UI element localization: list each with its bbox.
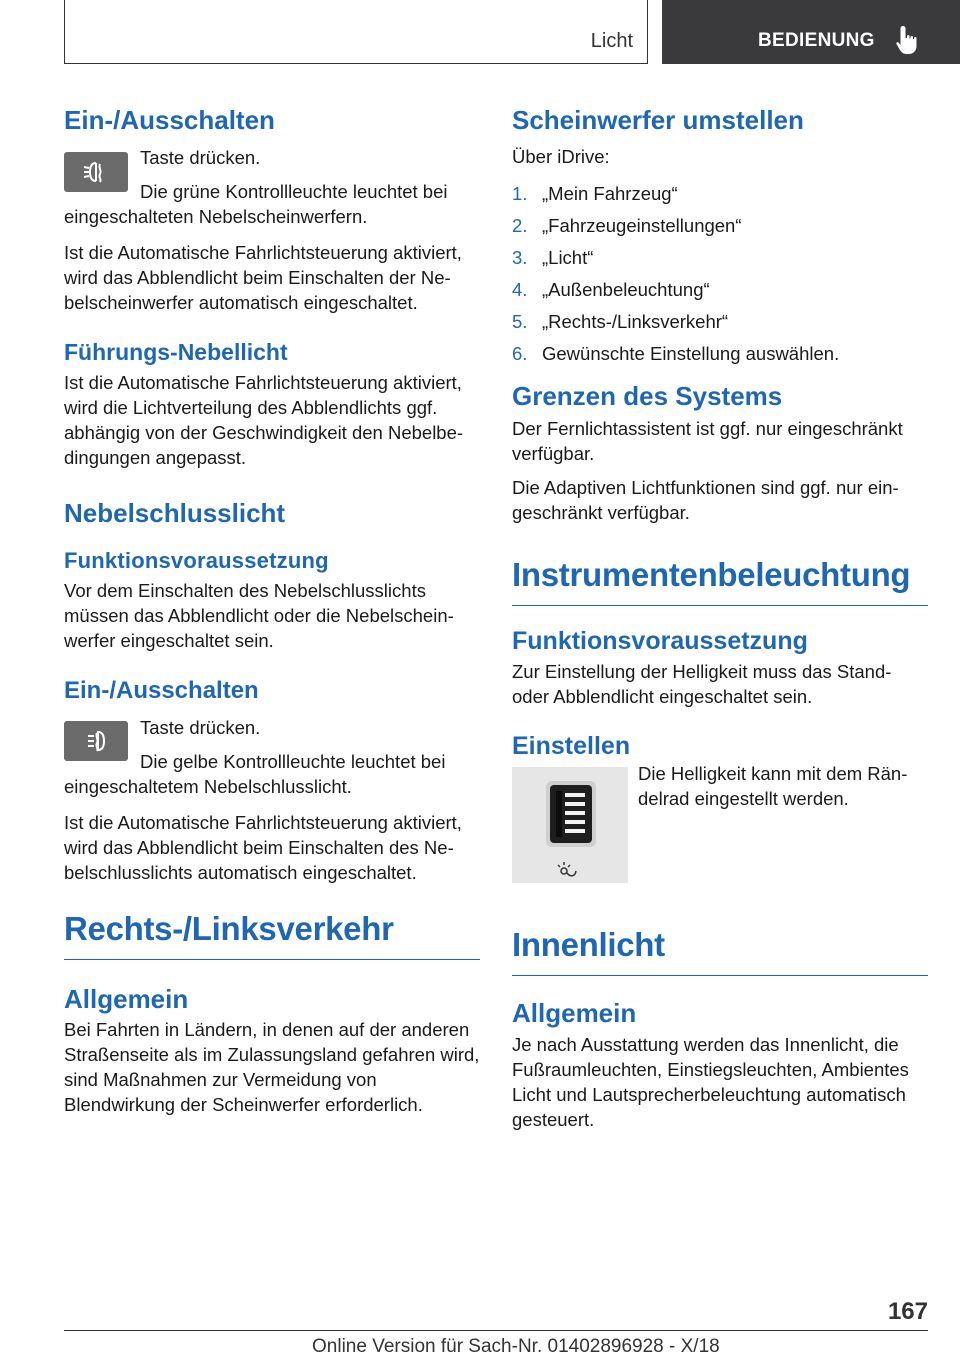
front-fog-light-icon: [82, 160, 110, 184]
header-chapter-box: [662, 0, 960, 64]
section-heading-fog-switch: Ein-/Ausschalten: [64, 105, 275, 135]
traffic-side-text: Bei Fahrten in Ländern, in denen auf der anderen Straßenseite als im Zulassungsland gefahren wird, sind Maßnahmen zur Vermeidung von Blendwirkung der Scheinwerfer erforderlich.: [64, 1019, 480, 1115]
dimmer-wheel-icon: [512, 767, 628, 883]
limits-text-1: Der Fernlichtassistent ist ggf. nur eingeschränkt verfügbar.: [512, 418, 903, 464]
dimmer-wheel-photo: [512, 767, 628, 883]
right-column: [512, 100, 928, 1132]
front-fog-button-image: [64, 152, 128, 192]
front-fog-indicator-text: Die grüne Kontrollleuchte leuchtet bei eingeschalteten Nebelscheinwerfern.: [64, 181, 448, 227]
pointing-hand-icon: [894, 24, 922, 56]
subheading-requirement: Funktionsvoraussetzung: [64, 548, 329, 573]
list-item: 3. „Licht“: [512, 247, 594, 268]
rear-fog-light-icon: [82, 729, 110, 753]
rear-fog-auto-text: Ist die Automatische Fahrlichtsteuerung aktiviert, wird das Abblendlicht beim Einschalten des Ne‐belschlusslichts automatisch eingeschaltet.: [64, 812, 462, 883]
list-item: 1. „Mein Fahrzeug“: [512, 183, 678, 204]
rear-fog-indicator-text: Die gelbe Kontrollleuchte leuchtet bei eingeschaltetem Nebelschlusslicht.: [64, 751, 446, 797]
front-fog-block: [64, 136, 480, 229]
limits-text-2: Die Adaptiven Lichtfunktionen sind ggf. nur ein‐geschränkt verfügbar.: [512, 477, 899, 523]
section-heading-rear-fog-switch: Ein-/Ausschalten: [64, 677, 259, 704]
subheading-requirement-2: Funktionsvoraussetzung: [512, 627, 808, 655]
section-heading-system-limits: Grenzen des Systems: [512, 381, 783, 411]
dimmer-block: [512, 761, 928, 887]
section-heading-general-2: Allgemein: [512, 998, 637, 1028]
list-item: 2. „Fahrzeugeinstellungen“: [512, 215, 742, 236]
idrive-steps: [512, 181, 928, 366]
page-number: 167: [887, 1298, 928, 1325]
section-heading-general: Allgemein: [64, 984, 189, 1014]
chapter-title-traffic-side: Rechts-/Linksverkehr: [64, 909, 480, 960]
list-item: 5. „Rechts-/Linksverkehr“: [512, 311, 729, 332]
instruction-press-button: Taste drücken.: [140, 147, 261, 168]
list-item: 4. „Außenbeleuchtung“: [512, 279, 710, 300]
interior-light-text: Je nach Ausstattung werden das Innenlicht, die Fußraumleuchten, Einstiegsleuchten, Ambientes Licht und Lautsprecherbeleuchtung automatisch gesteuert.: [512, 1034, 909, 1130]
section-heading-rear-fog: Nebelschlusslicht: [64, 498, 286, 528]
header-section-box: [64, 0, 648, 64]
rear-fog-block: [64, 707, 480, 799]
section-heading-adjust: Einstellen: [512, 732, 631, 760]
header-chapter-label: BEDIENUNG: [758, 30, 875, 51]
instruction-press-button-2: Taste drücken.: [140, 717, 261, 738]
guided-fog-text: Ist die Automatische Fahrlichtsteuerung aktiviert, wird die Lichtverteilung des Abblendlichts ggf. abhängig von der Geschwindigkeit den Nebelbe‐dingungen angepasst.: [64, 372, 464, 468]
instrument-requirement-text: Zur Einstellung der Helligkeit muss das Stand- oder Abblendlicht eingeschaltet sein.: [512, 661, 892, 707]
rear-fog-button-image: [64, 721, 128, 761]
left-column: [64, 100, 480, 1117]
front-fog-auto-text: Ist die Automatische Fahrlichtsteuerung aktiviert, wird das Abblendlicht beim Einschalten der Ne‐belscheinwerfer automatisch eingeschaltet.: [64, 242, 462, 313]
section-heading-guided-fog: Führungs-Nebellicht: [64, 339, 288, 365]
list-item: 6. Gewünschte Einstellung auswählen.: [512, 343, 840, 364]
footer-online-version: Online Version für Sach-Nr. 01402896928 - X/18: [312, 1336, 720, 1357]
rear-fog-requirement-text: Vor dem Einschalten des Nebelschlusslichts müssen das Abblendlicht oder die Nebelschein‐werfer eingeschaltet sein.: [64, 580, 454, 651]
chapter-title-instrument-lighting: Instrumentenbeleuchtung: [512, 555, 928, 606]
footer-divider: [64, 1330, 928, 1331]
header-section-label: Licht: [590, 30, 633, 52]
adjust-text: Die Helligkeit kann mit dem Rän‐delrad eingestellt werden.: [638, 763, 908, 809]
chapter-title-interior-light: Innenlicht: [512, 925, 928, 976]
section-heading-switch-headlights: Scheinwerfer umstellen: [512, 105, 804, 135]
idrive-intro: Über iDrive:: [512, 146, 610, 167]
